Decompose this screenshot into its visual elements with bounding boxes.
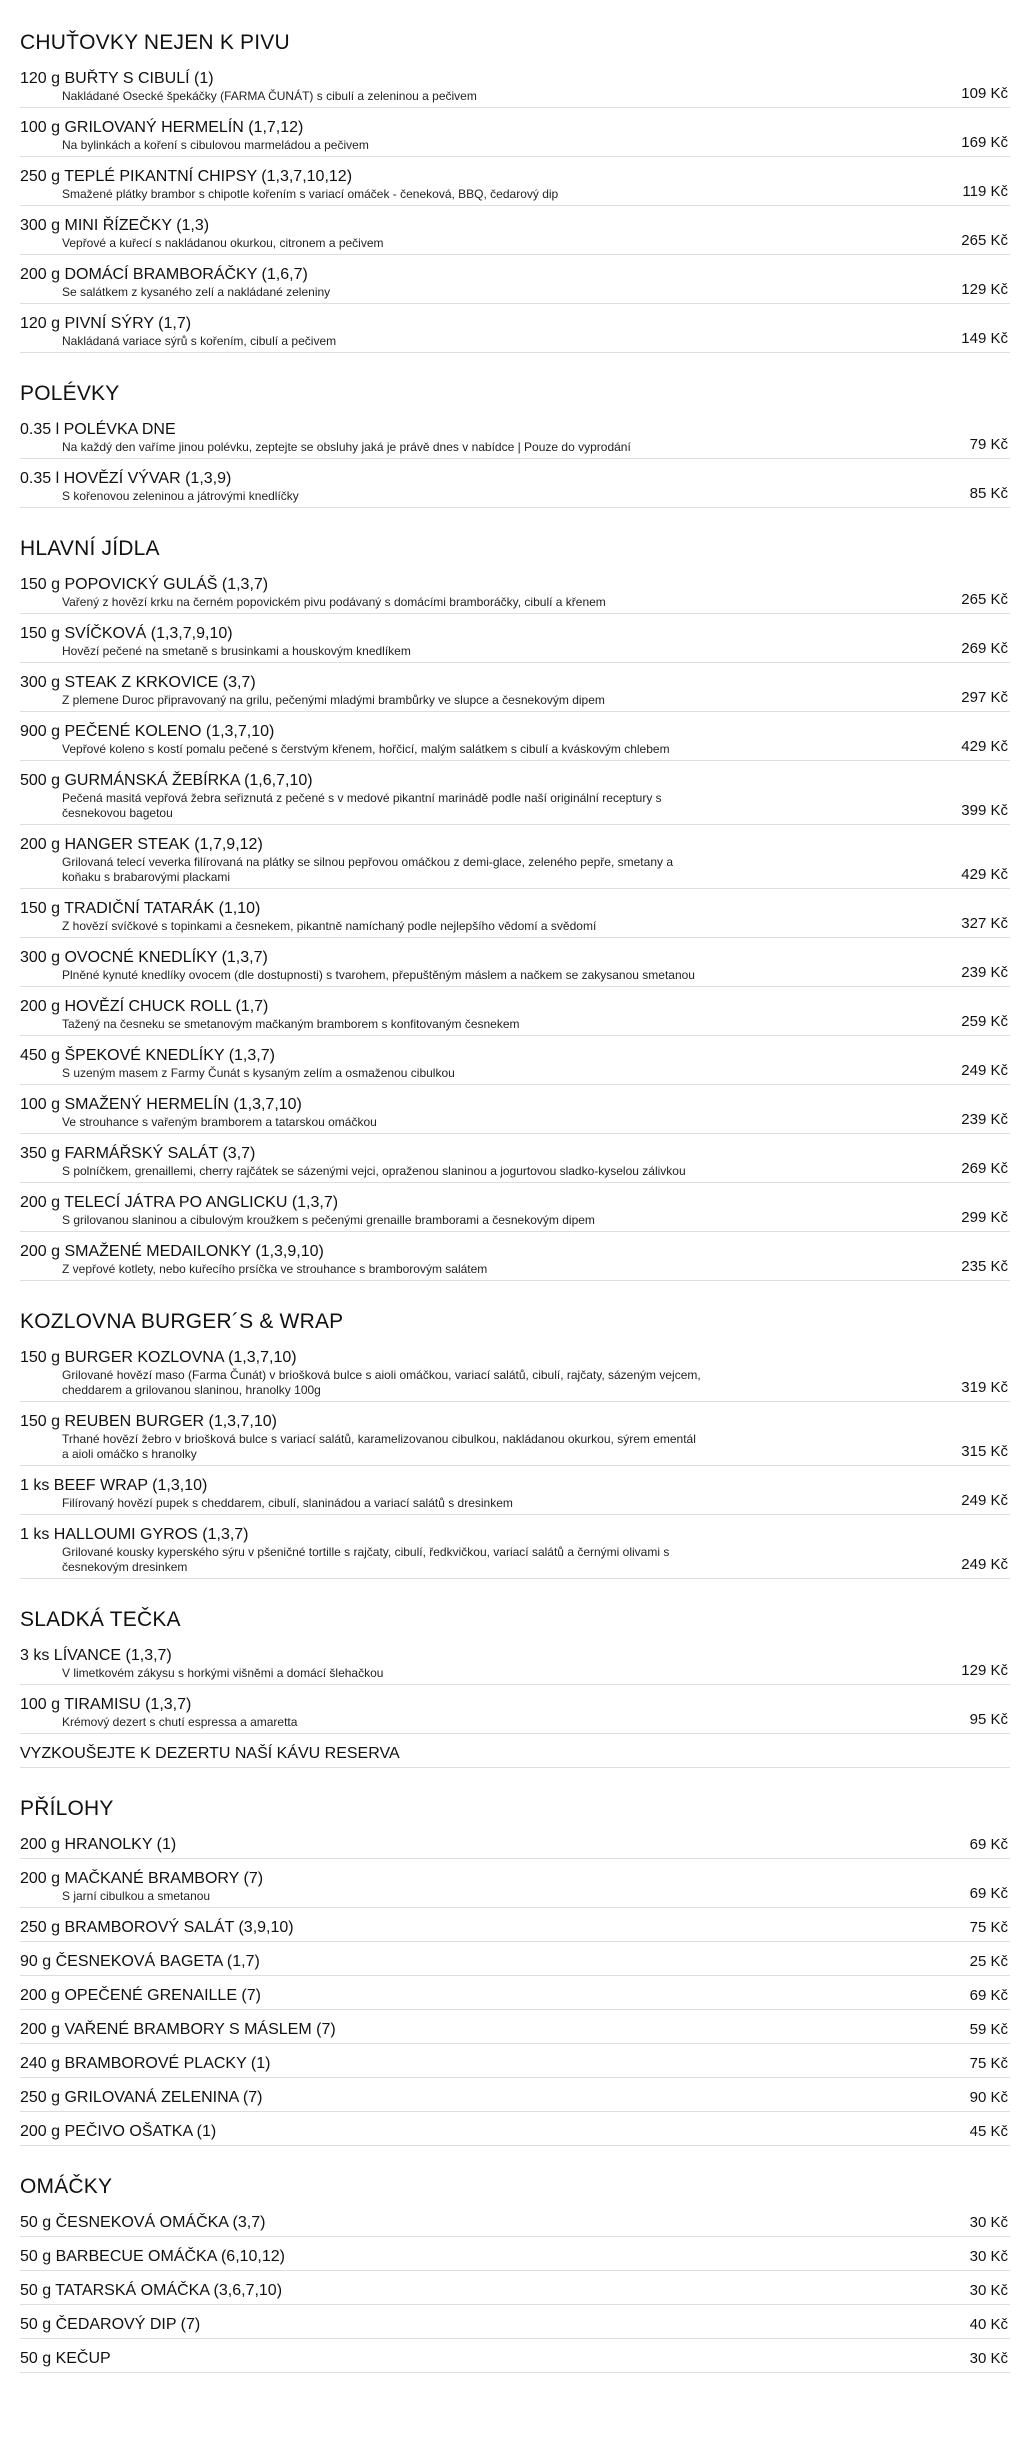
item-price: 30 Kč	[969, 2214, 1008, 2231]
item-name: 0.35 l POLÉVKA DNE	[20, 421, 176, 438]
item-name: 200 g HOVĚZÍ CHUCK ROLL (1,7)	[20, 998, 269, 1015]
item-price: 269 Kč	[961, 1160, 1008, 1177]
item-price: 75 Kč	[969, 1919, 1008, 1936]
menu-item	[20, 1522, 1010, 1579]
menu-item	[20, 994, 1010, 1036]
menu-item	[20, 311, 1010, 353]
item-price: 129 Kč	[961, 281, 1008, 298]
item-name: 250 g BRAMBOROVÝ SALÁT (3,9,10)	[20, 1919, 294, 1936]
menu-item	[20, 1141, 1010, 1183]
item-name: 200 g PEČIVO OŠATKA (1)	[20, 2123, 217, 2140]
item-price: 315 Kč	[961, 1443, 1008, 1460]
item-name: 0.35 l HOVĚZÍ VÝVAR (1,3,9)	[20, 470, 232, 487]
item-price: 265 Kč	[961, 591, 1008, 608]
menu-item	[20, 1409, 1010, 1466]
item-name: 200 g HANGER STEAK (1,7,9,12)	[20, 836, 263, 853]
menu-item	[20, 262, 1010, 304]
item-description: S jarní cibulkou a smetanou	[62, 1889, 211, 1903]
item-price: 169 Kč	[961, 134, 1008, 151]
item-name: 450 g ŠPEKOVÉ KNEDLÍKY (1,3,7)	[20, 1047, 275, 1064]
item-price: 85 Kč	[969, 485, 1008, 502]
section-title: POLÉVKY	[20, 382, 120, 405]
menu-item	[20, 213, 1010, 255]
menu-item	[20, 2119, 1010, 2146]
item-description: S uzeným masem z Farmy Čunát s kysaným zelím a osmaženou cibulkou	[62, 1066, 455, 1080]
item-name: 150 g SVÍČKOVÁ (1,3,7,9,10)	[20, 625, 233, 642]
menu-item	[20, 2085, 1010, 2112]
menu-item	[20, 417, 1010, 459]
menu-section	[20, 1796, 1010, 2146]
item-price: 249 Kč	[961, 1492, 1008, 1509]
menu-item	[20, 2312, 1010, 2339]
item-description: Na každý den vaříme jinou polévku, zeptejte se obsluhy jaká je právě dnes v nabídce | Pouze do vyprodání	[62, 440, 631, 454]
item-name: 50 g TATARSKÁ OMÁČKA (3,6,7,10)	[20, 2282, 283, 2299]
menu-item	[20, 1239, 1010, 1281]
item-price: 259 Kč	[961, 1013, 1008, 1030]
item-price: 239 Kč	[961, 1111, 1008, 1128]
menu-item	[20, 719, 1010, 761]
menu-item	[20, 2017, 1010, 2044]
item-price: 45 Kč	[969, 2123, 1008, 2140]
item-name: 120 g BUŘTY S CIBULÍ (1)	[20, 70, 214, 87]
item-price: 319 Kč	[961, 1379, 1008, 1396]
item-name: 200 g VAŘENÉ BRAMBORY S MÁSLEM (7)	[20, 2021, 336, 2038]
menu-item	[20, 1692, 1010, 1734]
item-description: S grilovanou slaninou a cibulovým kroužkem s pečenými grenaille bramborami a česnekovým dipem	[62, 1213, 595, 1227]
item-price: 429 Kč	[961, 738, 1008, 755]
item-price: 25 Kč	[969, 1953, 1008, 1970]
item-price: 69 Kč	[969, 1836, 1008, 1853]
item-name: 150 g TRADIČNÍ TATARÁK (1,10)	[20, 900, 261, 917]
menu-item	[20, 2244, 1010, 2271]
item-price: 30 Kč	[969, 2350, 1008, 2367]
item-price: 399 Kč	[961, 802, 1008, 819]
item-price: 69 Kč	[969, 1987, 1008, 2004]
item-name: 100 g TIRAMISU (1,3,7)	[20, 1696, 192, 1713]
menu-item	[20, 1190, 1010, 1232]
item-name: 300 g STEAK Z KRKOVICE (3,7)	[20, 674, 256, 691]
menu-item	[20, 1643, 1010, 1685]
item-price: 327 Kč	[961, 915, 1008, 932]
item-name: 200 g HRANOLKY (1)	[20, 1836, 177, 1853]
section-title: SLADKÁ TEČKA	[20, 1608, 181, 1631]
menu-item	[20, 115, 1010, 157]
item-name: 200 g TELECÍ JÁTRA PO ANGLICKU (1,3,7)	[20, 1194, 339, 1211]
item-name: 3 ks LÍVANCE (1,3,7)	[20, 1647, 172, 1664]
item-name: 50 g KEČUP	[20, 2350, 111, 2367]
menu-item	[20, 621, 1010, 663]
menu-item	[20, 1915, 1010, 1942]
item-name: 200 g OPEČENÉ GRENAILLE (7)	[20, 1987, 261, 2004]
item-price: 109 Kč	[961, 85, 1008, 102]
menu-item	[20, 1949, 1010, 1976]
item-price: 235 Kč	[961, 1258, 1008, 1275]
menu-item	[20, 164, 1010, 206]
item-description: Trhané hovězí žebro v briošková bulce s variací salátů, karamelizovanou cibulkou, nakládanou okurkou, sýrem ementál a aioli omáčko s hranolky	[62, 1432, 696, 1461]
item-name: 200 g DOMÁCÍ BRAMBORÁČKY (1,6,7)	[20, 266, 308, 283]
item-price: 75 Kč	[969, 2055, 1008, 2072]
menu-section	[20, 2174, 1010, 2373]
item-name: 50 g ČEDAROVÝ DIP (7)	[20, 2316, 201, 2333]
item-description: Grilovaná telecí veverka filírovaná na plátky se silnou pepřovou omáčkou z demi-glace, zeleného pepře, smetany a koňaku s brabarovými plackami	[62, 855, 673, 884]
item-description: Na bylinkách a koření s cibulovou marmeládou a pečivem	[62, 138, 369, 152]
item-name: 500 g GURMÁNSKÁ ŽEBÍRKA (1,6,7,10)	[20, 772, 313, 789]
item-name: 1 ks HALLOUMI GYROS (1,3,7)	[20, 1526, 249, 1543]
item-description: V limetkovém zákysu s horkými višněmi a domácí šlehačkou	[62, 1666, 384, 1680]
menu-item	[20, 66, 1010, 108]
menu-section	[20, 1607, 1010, 1768]
item-description: Z hovězí svíčkové s topinkami a česnekem, pikantně namíchaný podle nejlepšího vědomí a svědomí	[62, 919, 597, 933]
item-description: Z plemene Duroc připravovaný na grilu, pečenými mladými brambůrky ve slupce a česnekovým dipem	[62, 693, 605, 707]
item-description: Grilované kousky kyperského sýru v pšeničné tortille s rajčaty, cibulí, ředkvičkou, variací salátů a černými olivami s česnekovým dresinkem	[62, 1545, 670, 1574]
item-name: 100 g GRILOVANÝ HERMELÍN (1,7,12)	[20, 119, 304, 136]
item-price: 59 Kč	[969, 2021, 1008, 2038]
item-description: Se salátkem z kysaného zelí a nakládané zeleniny	[62, 285, 331, 299]
item-price: 239 Kč	[961, 964, 1008, 981]
item-name: 350 g FARMÁŘSKÝ SALÁT (3,7)	[20, 1145, 256, 1162]
menu-item	[20, 1832, 1010, 1859]
item-description: Vařený z hovězí krku na černém popovickém pivu podávaný s domácími bramboráčky, cibulí a křenem	[62, 595, 606, 609]
menu-item	[20, 832, 1010, 889]
menu-item	[20, 896, 1010, 938]
item-description: Nakládaná variace sýrů s kořením, cibulí a pečivem	[62, 334, 337, 348]
menu	[0, 30, 1024, 2373]
item-description: Vepřové koleno s kostí pomalu pečené s čerstvým křenem, hořčicí, malým salátkem s cibulí a kváskovým chlebem	[62, 742, 670, 756]
item-name: 1 ks BEEF WRAP (1,3,10)	[20, 1477, 208, 1494]
item-name: 100 g SMAŽENÝ HERMELÍN (1,3,7,10)	[20, 1096, 302, 1113]
menu-item	[20, 2051, 1010, 2078]
section-title: CHUŤOVKY NEJEN K PIVU	[20, 31, 290, 54]
item-price: 69 Kč	[969, 1885, 1008, 1902]
item-description: Vepřové a kuřecí s nakládanou okurkou, citronem a pečivem	[62, 236, 384, 250]
item-description: Hovězí pečené na smetaně s brusinkami a houskovým knedlíkem	[62, 644, 411, 658]
menu-item	[20, 1983, 1010, 2010]
item-price: 249 Kč	[961, 1062, 1008, 1079]
item-description: Grilované hovězí maso (Farma Čunát) v briošková bulce s aioli omáčkou, variací salátů, cibulí, rajčaty, sázeným vejcem, cheddarem a grilovanou slaninou, hranolky 100g	[62, 1368, 701, 1397]
item-description: S polníčkem, grenaillemi, cherry rajčátek se sázenými vejci, opraženou slaninou a jogurtovou sladko-kyselou zálivkou	[62, 1164, 686, 1178]
item-description: Pečená masitá vepřová žebra seřiznutá z pečené s v medové pikantní marinádě podle naší originální receptury s česnekovou bagetou	[62, 791, 662, 820]
item-name: 150 g REUBEN BURGER (1,3,7,10)	[20, 1413, 277, 1430]
item-name: 200 g SMAŽENÉ MEDAILONKY (1,3,9,10)	[20, 1243, 324, 1260]
item-price: 90 Kč	[969, 2089, 1008, 2106]
item-name: 300 g OVOCNÉ KNEDLÍKY (1,3,7)	[20, 949, 268, 966]
item-name: 120 g PIVNÍ SÝRY (1,7)	[20, 315, 192, 332]
item-name: 50 g ČESNEKOVÁ OMÁČKA (3,7)	[20, 2214, 266, 2231]
item-description: S kořenovou zeleninou a játrovými knedlíčky	[62, 489, 299, 503]
section-title: OMÁČKY	[20, 2175, 113, 2198]
item-name: 150 g POPOVICKÝ GULÁŠ (1,3,7)	[20, 576, 269, 593]
menu-section	[20, 30, 1010, 353]
menu-item	[20, 1043, 1010, 1085]
item-price: 249 Kč	[961, 1556, 1008, 1573]
menu-item	[20, 466, 1010, 508]
menu-item	[20, 768, 1010, 825]
item-description: Smažené plátky brambor s chipotle kořením s variací omáček - čeneková, BBQ, čedarový dip	[62, 187, 559, 201]
menu-item	[20, 1345, 1010, 1402]
item-price: 299 Kč	[961, 1209, 1008, 1226]
item-price: 30 Kč	[969, 2248, 1008, 2265]
menu-item	[20, 2278, 1010, 2305]
item-description: Tažený na česneku se smetanovým mačkaným bramborem s konfitovaným česnekem	[62, 1017, 520, 1031]
menu-item	[20, 1092, 1010, 1134]
section-title: PŘÍLOHY	[20, 1797, 114, 1820]
item-description: Filírovaný hovězí pupek s cheddarem, cibulí, slaninádou a variací salátů s dresinkem	[62, 1496, 513, 1510]
item-name: 250 g GRILOVANÁ ZELENINA (7)	[20, 2089, 263, 2106]
menu-section	[20, 536, 1010, 1281]
item-name: 240 g BRAMBOROVÉ PLACKY (1)	[20, 2055, 271, 2072]
item-price: 297 Kč	[961, 689, 1008, 706]
item-name: 300 g MINI ŘÍZEČKY (1,3)	[20, 217, 210, 234]
item-name: 150 g BURGER KOZLOVNA (1,3,7,10)	[20, 1349, 297, 1366]
menu-item	[20, 1741, 1010, 1768]
item-name: VYZKOUŠEJTE K DEZERTU NAŠÍ KÁVU RESERVA	[20, 1745, 400, 1762]
item-price: 129 Kč	[961, 1662, 1008, 1679]
item-price: 269 Kč	[961, 640, 1008, 657]
item-price: 119 Kč	[962, 183, 1008, 200]
menu-item	[20, 572, 1010, 614]
menu-item	[20, 2210, 1010, 2237]
item-name: 250 g TEPLÉ PIKANTNÍ CHIPSY (1,3,7,10,12)	[20, 168, 353, 185]
menu-section	[20, 381, 1010, 508]
menu-section	[20, 1309, 1010, 1579]
item-price: 95 Kč	[969, 1711, 1008, 1728]
item-price: 30 Kč	[969, 2282, 1008, 2299]
item-price: 79 Kč	[969, 436, 1008, 453]
section-title: HLAVNÍ JÍDLA	[20, 537, 160, 560]
menu-item	[20, 945, 1010, 987]
item-price: 265 Kč	[961, 232, 1008, 249]
item-price: 40 Kč	[969, 2316, 1008, 2333]
menu-item	[20, 1866, 1010, 1908]
item-description: Nakládané Osecké špekáčky (FARMA ČUNÁT) s cibulí a zeleninou a pečivem	[62, 89, 477, 103]
item-description: Plněné kynuté knedlíky ovocem (dle dostupnosti) s tvarohem, přepuštěným máslem a načkem se zakysanou smetanou	[62, 968, 695, 982]
item-name: 90 g ČESNEKOVÁ BAGETA (1,7)	[20, 1953, 260, 1970]
item-name: 200 g MAČKANÉ BRAMBORY (7)	[20, 1870, 264, 1887]
menu-item	[20, 1473, 1010, 1515]
menu-item	[20, 2346, 1010, 2373]
item-description: Z vepřové kotlety, nebo kuřecího prsíčka ve strouhance s bramborovým salátem	[62, 1262, 488, 1276]
item-price: 429 Kč	[961, 866, 1008, 883]
menu-item	[20, 670, 1010, 712]
section-title: KOZLOVNA BURGER´S & WRAP	[20, 1310, 344, 1333]
item-description: Krémový dezert s chutí espressa a amaretta	[62, 1715, 298, 1729]
item-name: 900 g PEČENÉ KOLENO (1,3,7,10)	[20, 723, 275, 740]
item-price: 149 Kč	[961, 330, 1008, 347]
item-description: Ve strouhance s vařeným bramborem a tatarskou omáčkou	[62, 1115, 377, 1129]
item-name: 50 g BARBECUE OMÁČKA (6,10,12)	[20, 2248, 285, 2265]
